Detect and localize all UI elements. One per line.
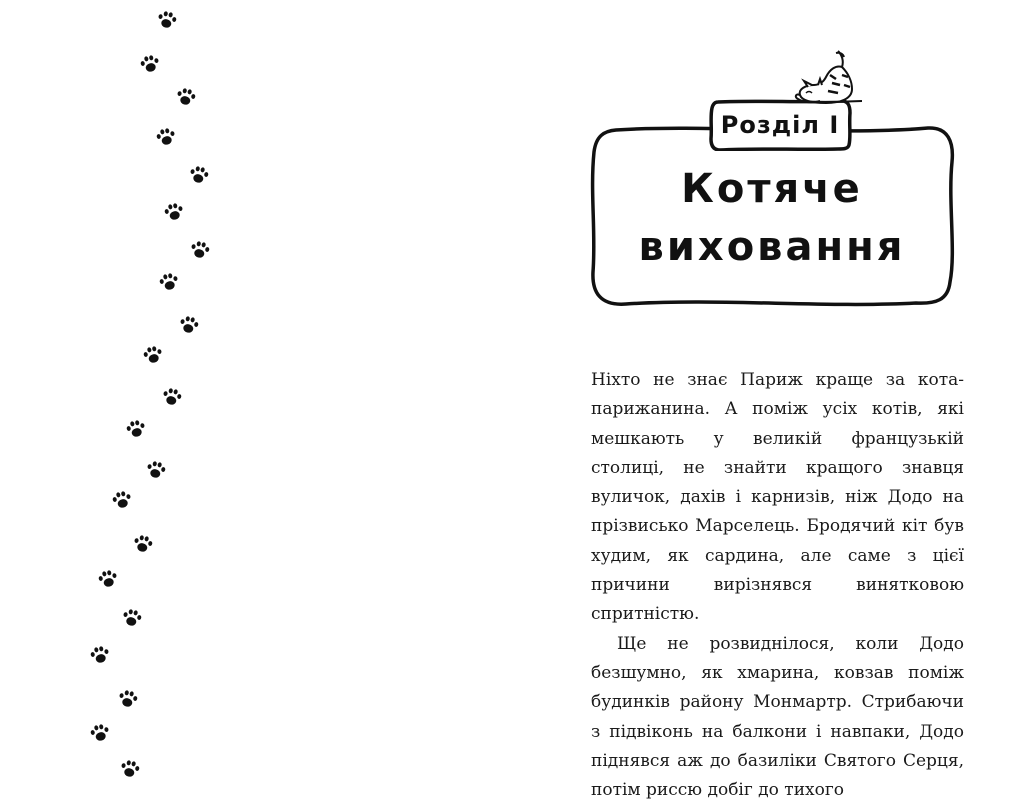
paw-print-icon xyxy=(116,688,139,710)
chapter-title-line-1: Котяче xyxy=(681,166,863,212)
paw-print-icon xyxy=(160,386,183,408)
paw-print-icon xyxy=(138,53,161,75)
paw-print-icon xyxy=(154,126,177,148)
chapter-body-text xyxy=(591,366,964,805)
paw-print-icon xyxy=(155,9,178,31)
paw-print-icon xyxy=(88,722,111,744)
paw-print-icon xyxy=(131,533,154,555)
paw-print-icon xyxy=(120,607,143,629)
paw-print-icon xyxy=(141,344,164,366)
paw-print-icon xyxy=(110,489,133,511)
paw-print-icon xyxy=(188,239,211,261)
sleeping-cat-icon xyxy=(790,47,862,107)
right-page xyxy=(512,0,1024,801)
paw-print-icon xyxy=(88,644,111,666)
paw-print-icon xyxy=(96,568,119,590)
left-page xyxy=(0,0,512,788)
paw-print-icon xyxy=(118,758,141,780)
paw-print-icon xyxy=(187,164,210,186)
paw-print-icon xyxy=(157,271,180,293)
chapter-title xyxy=(586,160,958,276)
paw-print-icon xyxy=(124,418,147,440)
paw-print-icon xyxy=(177,314,200,336)
paw-print-icon xyxy=(144,459,167,481)
paw-print-icon xyxy=(174,86,197,108)
chapter-number-label: Розділ І xyxy=(720,111,840,139)
chapter-title-line-2: виховання xyxy=(638,224,906,270)
paragraph-1: Ніхто не знає Париж краще за кота-парижанина. А поміж усіх котів, які мешкають у великій французькій столиці, не знайти кращого знавця вуличок, дахів і карнизів, ніж Додо на прізвисько Марселець. Бродячий кіт був худим, як сардина, але саме з цієї причини вирізнявся винятковою спритністю. xyxy=(591,370,964,625)
paragraph-2: Ще не розвиднілося, коли Додо безшумно, як хмарина, ковзав поміж будинків району Монмартр. Стрибаючи з підвіконь на балкони і навпаки, Додо піднявся аж до базиліки Святого Серця, потім риссю добіг до тихого xyxy=(591,633,964,801)
paw-print-icon xyxy=(162,201,185,223)
